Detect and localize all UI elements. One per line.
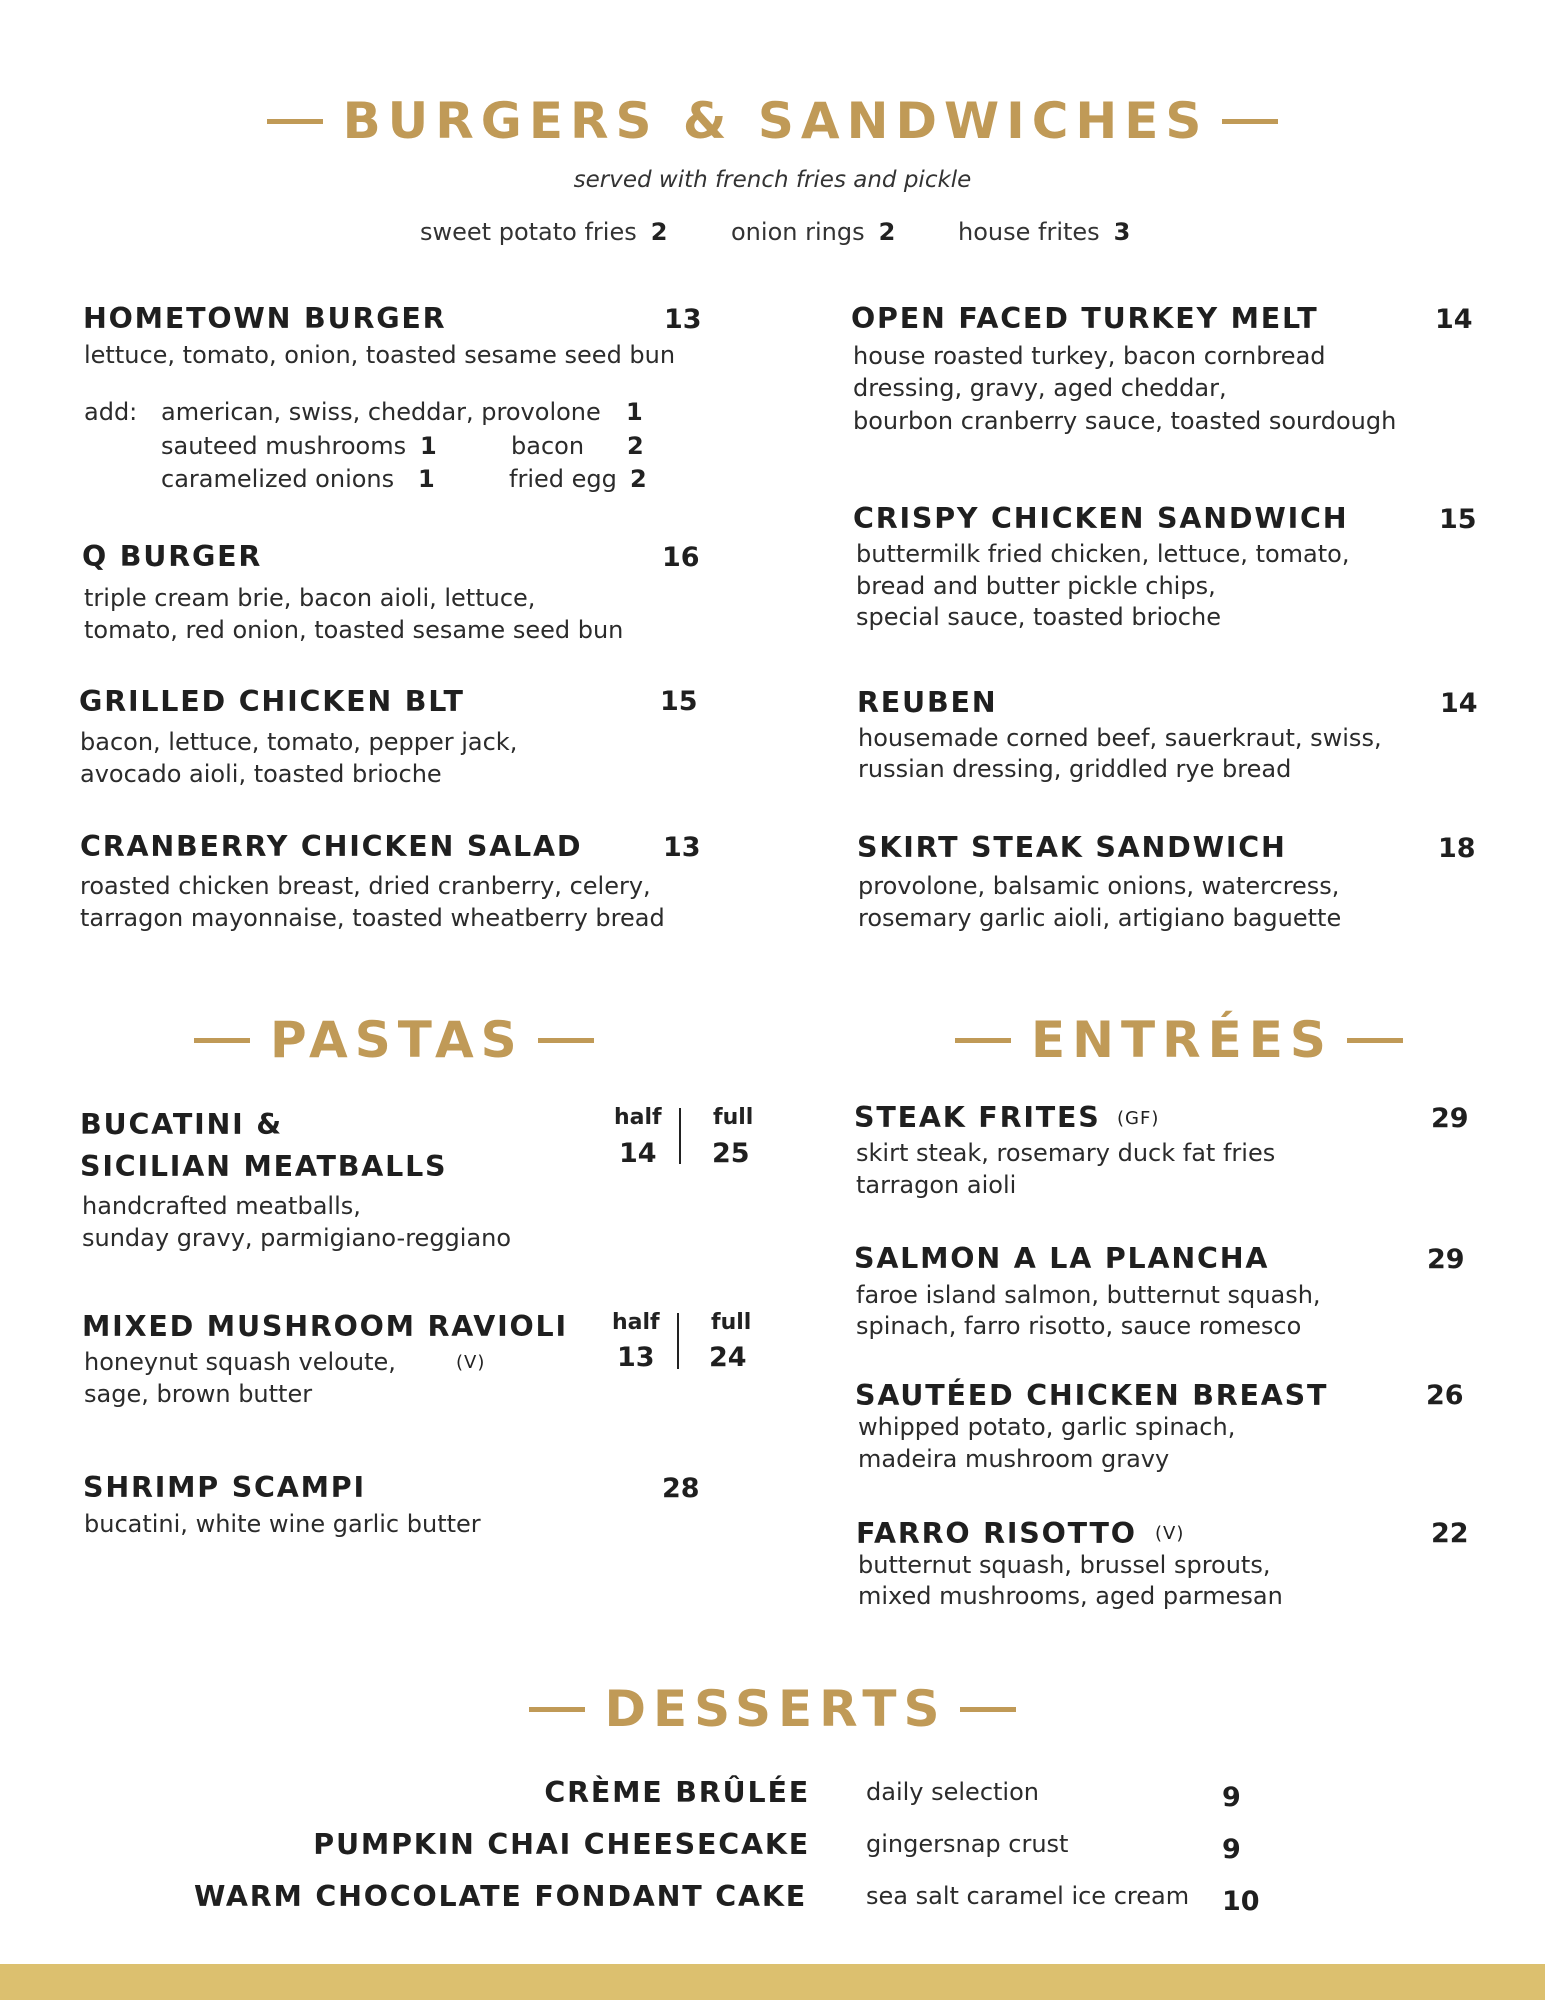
side-onion-rings: [731, 218, 895, 246]
steak-frites-desc-1: skirt steak, rosemary duck fat fries: [856, 1139, 1276, 1167]
q-burger-desc-1: triple cream brie, bacon aioli, lettuce,: [84, 584, 536, 612]
turkey-melt-desc-3: bourbon cranberry sauce, toasted sourdough: [853, 407, 1397, 435]
dessert-price: 10: [1222, 1886, 1260, 1917]
desserts-title: DESSERTS: [604, 1680, 947, 1738]
bucatini-full-label: full: [713, 1105, 754, 1130]
bucatini-desc-1: handcrafted meatballs,: [82, 1192, 361, 1220]
dessert-price: 9: [1222, 1834, 1241, 1865]
sauteed-chicken-desc-2: madeira mushroom gravy: [858, 1445, 1170, 1473]
side-price: 3: [1113, 218, 1131, 246]
farro-risotto-desc-1: butternut squash, brussel sprouts,: [858, 1551, 1271, 1579]
cranberry-salad-desc-1: roasted chicken breast, dried cranberry, celery,: [80, 872, 651, 900]
steak-frites-gf-tag: (GF): [1117, 1108, 1160, 1129]
ravioli-half-price: 13: [617, 1342, 655, 1373]
title-dash-right: [1222, 119, 1278, 124]
hometown-burger-price: 13: [664, 304, 702, 335]
side-label: sweet potato fries: [420, 218, 637, 246]
turkey-melt-desc-2: dressing, gravy, aged cheddar,: [853, 374, 1227, 402]
crispy-chicken-price: 15: [1439, 504, 1477, 535]
ravioli-divider: [677, 1313, 679, 1369]
side-label: onion rings: [731, 218, 865, 246]
farro-risotto-name: FARRO RISOTTO: [856, 1517, 1137, 1550]
farro-risotto-v-tag: (V): [1155, 1523, 1185, 1544]
turkey-melt-name: OPEN FACED TURKEY MELT: [851, 302, 1319, 335]
crispy-chicken-name: CRISPY CHICKEN SANDWICH: [853, 502, 1349, 535]
crispy-chicken-desc-1: buttermilk fried chicken, lettuce, tomato,: [856, 540, 1350, 568]
salmon-desc-1: faroe island salmon, butternut squash,: [856, 1281, 1321, 1309]
side-house-frites: [958, 218, 1130, 246]
skirt-steak-sandwich-price: 18: [1438, 833, 1476, 864]
title-dash-left: [194, 1038, 250, 1043]
skirt-steak-sandwich-desc-2: rosemary garlic aioli, artigiano baguette: [858, 904, 1342, 932]
dessert-desc: daily selection: [866, 1778, 1039, 1806]
bucatini-name-1: BUCATINI &: [80, 1108, 283, 1141]
farro-risotto-price: 22: [1431, 1518, 1469, 1549]
skirt-steak-sandwich-desc-1: provolone, balsamic onions, watercress,: [858, 872, 1340, 900]
dessert-name: PUMPKIN CHAI CHEESECAKE: [313, 1828, 810, 1861]
ravioli-vegetarian-tag: (V): [456, 1352, 486, 1373]
burgers-subtitle: served with french fries and pickle: [573, 167, 972, 193]
shrimp-scampi-name: SHRIMP SCAMPI: [83, 1471, 366, 1504]
ravioli-name: MIXED MUSHROOM RAVIOLI: [82, 1310, 568, 1343]
side-label: house frites: [958, 218, 1100, 246]
footer-bar: [0, 1964, 1545, 2000]
title-dash-left: [529, 1707, 585, 1712]
blt-name: GRILLED CHICKEN BLT: [79, 685, 465, 718]
addon-onions: caramelized onions: [161, 465, 395, 493]
bucatini-full-price: 25: [712, 1138, 750, 1169]
ravioli-full-price: 24: [709, 1342, 747, 1373]
addon-mushrooms: sauteed mushrooms: [161, 432, 407, 460]
crispy-chicken-desc-2: bread and butter pickle chips,: [856, 572, 1216, 600]
section-title-entrees: [955, 1011, 1365, 1069]
q-burger-name: Q BURGER: [82, 540, 263, 573]
title-dash-right: [538, 1038, 594, 1043]
title-dash-right: [1347, 1038, 1403, 1043]
dessert-name: CRÈME BRÛLÉE: [544, 1776, 810, 1809]
section-title-pastas: [194, 1011, 570, 1069]
bucatini-half-label: half: [614, 1105, 662, 1130]
blt-price: 15: [660, 686, 698, 717]
salmon-price: 29: [1427, 1244, 1465, 1275]
title-dash-left: [955, 1038, 1011, 1043]
sauteed-chicken-price: 26: [1426, 1380, 1464, 1411]
add-label: add:: [84, 398, 138, 426]
addon-mushrooms-price: 1: [420, 432, 437, 460]
ravioli-full-label: full: [711, 1310, 752, 1335]
addon-egg-price: 2: [630, 465, 647, 493]
blt-desc-1: bacon, lettuce, tomato, pepper jack,: [80, 728, 518, 756]
addon-onions-price: 1: [418, 465, 435, 493]
burgers-title: BURGERS & SANDWICHES: [342, 92, 1209, 150]
pastas-title: PASTAS: [270, 1011, 524, 1069]
crispy-chicken-desc-3: special sauce, toasted brioche: [856, 603, 1221, 631]
dessert-name: WARM CHOCOLATE FONDANT CAKE: [193, 1880, 807, 1913]
reuben-desc-2: russian dressing, griddled rye bread: [858, 755, 1292, 783]
addon-egg: fried egg: [509, 465, 617, 493]
reuben-desc-1: housemade corned beef, sauerkraut, swiss,: [858, 724, 1382, 752]
entrees-title: ENTRÉES: [1031, 1011, 1333, 1069]
ravioli-half-label: half: [612, 1310, 660, 1335]
title-dash-right: [960, 1707, 1016, 1712]
title-dash-left: [267, 119, 323, 124]
shrimp-scampi-desc: bucatini, white wine garlic butter: [84, 1510, 481, 1538]
turkey-melt-price: 14: [1435, 304, 1473, 335]
steak-frites-price: 29: [1431, 1103, 1469, 1134]
bucatini-name-2: SICILIAN MEATBALLS: [80, 1150, 448, 1183]
blt-desc-2: avocado aioli, toasted brioche: [80, 760, 442, 788]
q-burger-price: 16: [662, 542, 700, 573]
reuben-name: REUBEN: [857, 686, 998, 719]
section-title-desserts: [0, 1680, 1545, 1738]
addon-cheese: american, swiss, cheddar, provolone: [161, 398, 601, 426]
hometown-burger-desc: lettuce, tomato, onion, toasted sesame seed bun: [84, 341, 676, 369]
skirt-steak-sandwich-name: SKIRT STEAK SANDWICH: [857, 831, 1287, 864]
cranberry-salad-desc-2: tarragon mayonnaise, toasted wheatberry bread: [80, 904, 665, 932]
hometown-burger-name: HOMETOWN BURGER: [83, 302, 447, 335]
shrimp-scampi-price: 28: [662, 1473, 700, 1504]
salmon-desc-2: spinach, farro risotto, sauce romesco: [856, 1312, 1302, 1340]
ravioli-desc-2: sage, brown butter: [84, 1380, 313, 1408]
farro-risotto-desc-2: mixed mushrooms, aged parmesan: [858, 1582, 1283, 1610]
bucatini-half-price: 14: [619, 1138, 657, 1169]
addon-cheese-price: 1: [626, 398, 643, 426]
bucatini-divider: [679, 1108, 681, 1164]
dessert-desc: sea salt caramel ice cream: [866, 1882, 1190, 1910]
side-sweet-potato-fries: [420, 218, 667, 246]
side-price: 2: [650, 218, 668, 246]
addon-bacon: bacon: [511, 432, 585, 460]
section-title-burgers: [0, 92, 1545, 150]
dessert-desc: gingersnap crust: [866, 1830, 1069, 1858]
salmon-name: SALMON A LA PLANCHA: [854, 1242, 1270, 1275]
reuben-price: 14: [1440, 688, 1478, 719]
bucatini-desc-2: sunday gravy, parmigiano-reggiano: [82, 1224, 512, 1252]
ravioli-desc-1: honeynut squash veloute,: [84, 1348, 396, 1376]
side-price: 2: [878, 218, 896, 246]
dessert-price: 9: [1222, 1782, 1241, 1813]
cranberry-salad-name: CRANBERRY CHICKEN SALAD: [80, 830, 583, 863]
sauteed-chicken-name: SAUTÉED CHICKEN BREAST: [855, 1379, 1329, 1412]
steak-frites-name: STEAK FRITES: [854, 1101, 1101, 1134]
q-burger-desc-2: tomato, red onion, toasted sesame seed bun: [84, 616, 624, 644]
sauteed-chicken-desc-1: whipped potato, garlic spinach,: [858, 1413, 1236, 1441]
steak-frites-desc-2: tarragon aioli: [856, 1171, 1017, 1199]
addon-bacon-price: 2: [627, 432, 644, 460]
turkey-melt-desc-1: house roasted turkey, bacon cornbread: [853, 342, 1326, 370]
cranberry-salad-price: 13: [663, 832, 701, 863]
